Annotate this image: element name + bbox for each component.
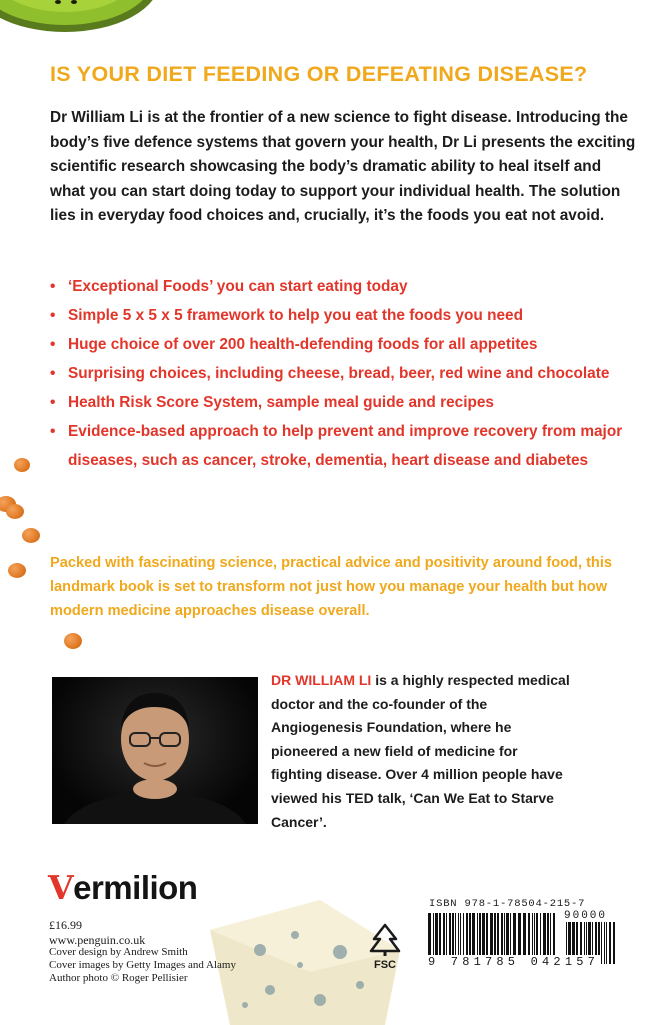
credit-line: Author photo © Roger Pellisier <box>49 972 188 984</box>
credits <box>49 946 289 985</box>
price: £16.99 <box>49 918 82 932</box>
credit-line: Cover images by Getty Images and Alamy <box>49 959 236 971</box>
closing-paragraph: Packed with fascinating science, practical advice and positivity around food, this landmark book is set to transform not just how you manage your health but how modern medicine approaches disease overall. <box>50 555 613 619</box>
price-code: 90000 <box>564 910 608 922</box>
author-photo <box>52 677 258 824</box>
lentil-image <box>8 563 26 578</box>
fsc-logo <box>362 922 408 971</box>
list-item: • Simple 5 x 5 x 5 framework to help you eat the foods you need <box>50 301 640 330</box>
lentil-image <box>64 633 82 649</box>
list-item: • Huge choice of over 200 health-defending foods for all appetites <box>50 330 640 359</box>
headline: IS YOUR DIET FEEDING OR DEFEATING DISEASE? <box>50 62 588 86</box>
website: www.penguin.co.uk <box>49 933 146 947</box>
list-item: • Health Risk Score System, sample meal guide and recipes <box>50 388 640 417</box>
publisher-logo <box>48 868 197 907</box>
kiwi-slice-image <box>0 0 170 35</box>
author-name: DR WILLIAM LI <box>271 672 372 688</box>
list-item: • ‘Exceptional Foods’ you can start eating today <box>50 272 640 301</box>
feature-list <box>50 272 640 475</box>
lentil-image <box>14 458 30 472</box>
isbn-text: ISBN 978-1-78504-215-7 <box>429 898 586 910</box>
barcode-digits: 9 781785 042157 <box>428 955 600 969</box>
list-item: • Surprising choices, including cheese, bread, beer, red wine and chocolate <box>50 359 640 388</box>
credit-line: Cover design by Andrew Smith <box>49 946 188 958</box>
lentil-image <box>22 528 40 543</box>
tree-check-icon <box>364 922 406 956</box>
author-bio-text: is a highly respected medical doctor and the co-founder of the Angiogenesis Foundation, where he pioneered a new field of medicine for fighting disease. Over 4 million people have viewed his TED talk, ‘Can We Eat to Starve Cancer’. <box>271 672 570 830</box>
logo-initial: V <box>48 868 74 907</box>
fsc-label: FSC <box>374 959 396 971</box>
author-bio <box>271 669 571 834</box>
intro-paragraph: Dr William Li is at the frontier of a new science to fight disease. Introducing the body’s five defence systems that govern your health, Dr Li presents the exciting scientific research showcasing the body’s dramatic ability to heal itself and what you can start doing today to support your individual health. The solution lies in everyday food choices and, crucially, it’s the foods you eat not avoid. <box>50 109 636 224</box>
lentil-image <box>6 504 24 519</box>
logo-text: ermilion <box>73 869 198 906</box>
list-item: • Evidence-based approach to help prevent and improve recovery from major diseases, such as cancer, stroke, dementia, heart disease and diabetes <box>50 417 640 475</box>
